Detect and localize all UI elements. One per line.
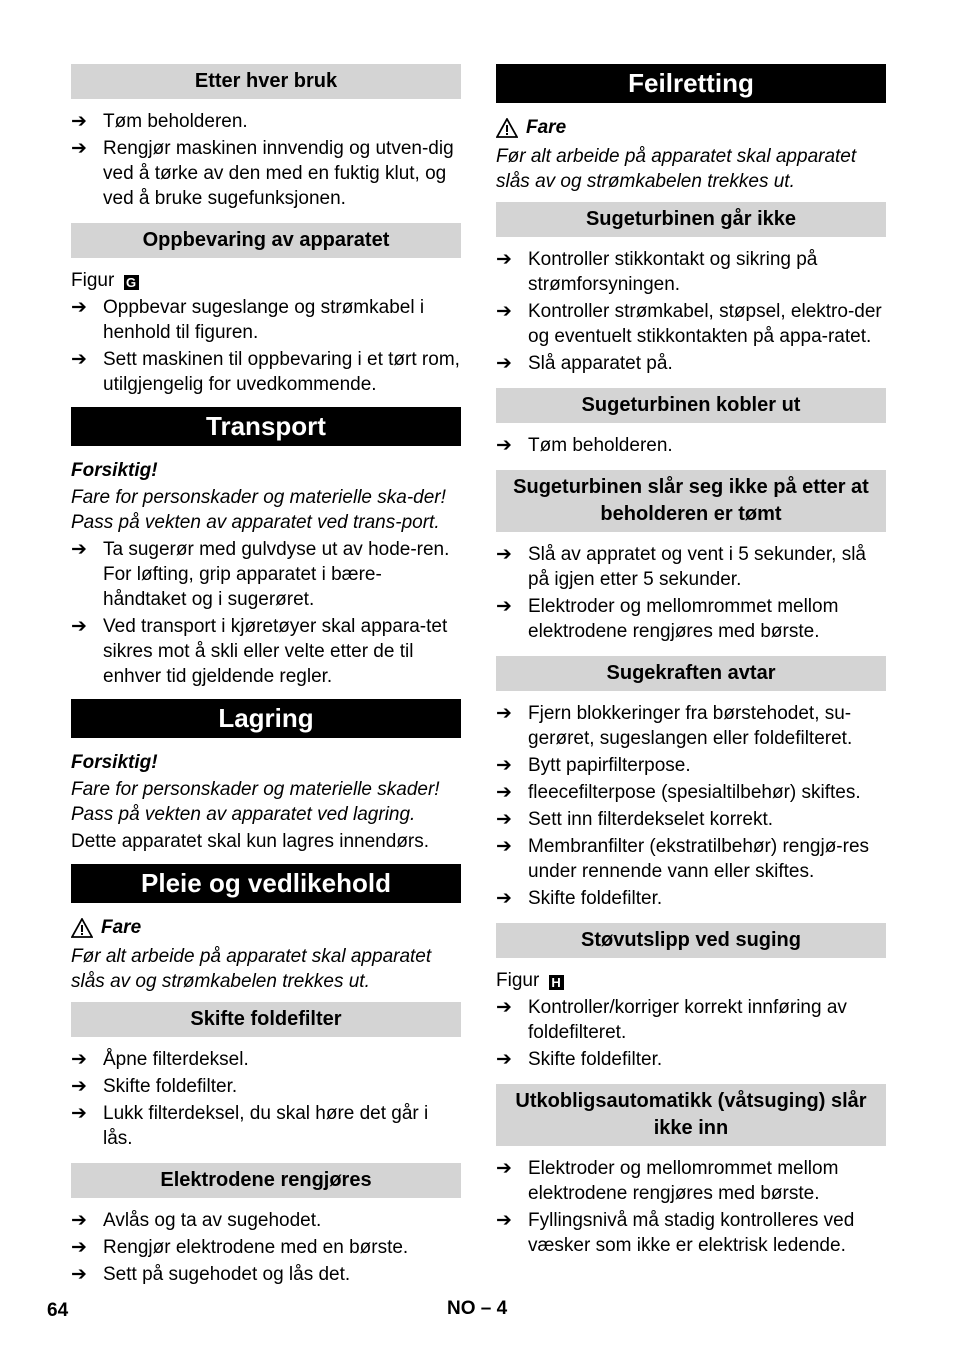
heading-sugekraften: Sugekraften avtar <box>496 656 886 691</box>
list-item-text: Kontroller stikkontakt og sikring på strømforsyningen. <box>528 249 818 295</box>
list-item-text: Rengjør elektrodene med en børste. <box>103 1237 409 1258</box>
heading-utkoblig: Utkobligsautomatikk (våtsuging) slår ikke inn <box>496 1084 886 1146</box>
list-etter <box>71 109 461 211</box>
list-item <box>71 1074 461 1099</box>
list-item-text: Åpne filterdeksel. <box>103 1049 249 1070</box>
arrow-right-icon: ➔ <box>496 249 512 270</box>
arrow-right-icon: ➔ <box>71 349 87 370</box>
arrow-right-icon: ➔ <box>496 1210 512 1231</box>
list-item <box>496 299 886 349</box>
list-item <box>496 433 886 458</box>
arrow-right-icon: ➔ <box>71 138 87 159</box>
list-item <box>496 807 886 832</box>
arrow-right-icon: ➔ <box>71 297 87 318</box>
arrow-right-icon: ➔ <box>71 1237 87 1258</box>
arrow-right-icon: ➔ <box>496 1158 512 1179</box>
list-item-text: Sett inn filterdekselet korrekt. <box>528 809 773 830</box>
list-item <box>496 594 886 644</box>
list-transport <box>71 537 461 689</box>
list-item <box>496 1208 886 1258</box>
list-item <box>496 1047 886 1072</box>
caution-label: Forsiktig! <box>71 752 158 773</box>
list-item <box>71 1047 461 1072</box>
list-item-text: Fyllingsnivå må stadig kontrolleres ved væsker som ikke er elektrisk ledende. <box>528 1210 855 1256</box>
list-item <box>71 1262 461 1287</box>
list-item-text: Avlås og ta av sugehodet. <box>103 1210 322 1231</box>
list-item-text: Bytt papirfilterpose. <box>528 755 691 776</box>
list-sugekraften <box>496 701 886 911</box>
page-label: NO – 4 <box>447 1298 508 1319</box>
list-item-text: Ved transport i kjøretøyer skal appara-tet sikres mot å skli eller velte etter de til enhver tid gjeldende regler. <box>103 616 448 687</box>
list-utkoblig <box>496 1156 886 1258</box>
warning-text: Før alt arbeide på apparatet skal apparatet slås av og strømkabelen trekkes ut. <box>496 146 857 192</box>
heading-skifte-foldefilter: Skifte foldefilter <box>71 1002 461 1037</box>
list-item-text: Tøm beholderen. <box>103 111 248 132</box>
list-skifte <box>71 1047 461 1151</box>
heading-slaar-seg: Sugeturbinen slår seg ikke på etter at beholderen er tømt <box>496 470 886 532</box>
arrow-right-icon: ➔ <box>496 809 512 830</box>
list-item-text: Sett på sugehodet og lås det. <box>103 1264 351 1285</box>
warning-text: Før alt arbeide på apparatet skal apparatet slås av og strømkabelen trekkes ut. <box>71 946 432 992</box>
list-item <box>71 614 461 689</box>
list-item <box>71 136 461 211</box>
arrow-right-icon: ➔ <box>496 435 512 456</box>
list-item-text: Elektroder og mellomrommet mellom elektrodene rengjøres med børste. <box>528 596 839 642</box>
list-item <box>71 1208 461 1233</box>
list-item <box>496 995 886 1045</box>
list-oppbevaring <box>71 295 461 397</box>
list-kobler-ut <box>496 433 886 458</box>
list-item <box>496 701 886 751</box>
list-item-text: Skifte foldefilter. <box>103 1076 238 1097</box>
list-item <box>71 347 461 397</box>
left-column <box>71 64 461 1289</box>
arrow-right-icon: ➔ <box>496 997 512 1018</box>
right-column <box>496 64 886 1260</box>
heading-feilretting: Feilretting <box>496 64 886 103</box>
heading-oppbevaring: Oppbevaring av apparatet <box>71 223 461 258</box>
warning-title: Fare <box>496 115 886 140</box>
list-item <box>496 351 886 376</box>
arrow-right-icon: ➔ <box>71 1049 87 1070</box>
list-item-text: Lukk filterdeksel, du skal høre det går i lås. <box>103 1103 429 1149</box>
caution-label: Forsiktig! <box>71 460 158 481</box>
list-stovutslipp <box>496 995 886 1072</box>
arrow-right-icon: ➔ <box>496 703 512 724</box>
list-item-text: Sett maskinen til oppbevaring i et tørt rom, utilgjengelig for uvedkommende. <box>103 349 460 395</box>
list-item-text: Ta sugerør med gulvdyse ut av hode-ren. For løfting, grip apparatet i bære-håndtaket og i sugerøret. <box>103 539 450 610</box>
list-slaar-seg <box>496 542 886 644</box>
list-item-text: Oppbevar sugeslange og strømkabel i henhold til figuren. <box>103 297 425 343</box>
list-item-text: Rengjør maskinen innvendig og utven-dig ved å tørke av den med en fuktig klut, og ved å bruke sugefunksjonen. <box>103 138 454 209</box>
heading-elektrodene: Elektrodene rengjøres <box>71 1163 461 1198</box>
list-item-text: Skifte foldefilter. <box>528 888 663 909</box>
list-item-text: Slå av appratet og vent i 5 sekunder, slå på igjen etter 5 sekunder. <box>528 544 866 590</box>
figure-letter-badge: H <box>549 975 564 990</box>
list-item-text: Kontroller/korriger korrekt innføring av foldefilteret. <box>528 997 847 1043</box>
warning-triangle-icon <box>496 118 518 138</box>
list-item-text: Fjern blokkeringer fra børstehodet, su-gerøret, sugeslangen eller foldefilteret. <box>528 703 853 749</box>
warning-triangle-icon <box>71 918 93 938</box>
heading-lagring: Lagring <box>71 699 461 738</box>
arrow-right-icon: ➔ <box>71 539 87 560</box>
warning-title: Fare <box>71 915 461 940</box>
figure-letter-badge: G <box>124 275 139 290</box>
list-item-text: Slå apparatet på. <box>528 353 673 374</box>
arrow-right-icon: ➔ <box>496 301 512 322</box>
list-item-text: Kontroller strømkabel, støpsel, elektro-der og eventuelt stikkontakten på appa-ratet. <box>528 301 882 347</box>
arrow-right-icon: ➔ <box>71 1103 87 1124</box>
arrow-right-icon: ➔ <box>71 1264 87 1285</box>
list-gaar-ikke <box>496 247 886 376</box>
heading-pleie: Pleie og vedlikehold <box>71 864 461 903</box>
heading-stovutslipp: Støvutslipp ved suging <box>496 923 886 958</box>
caution-text: Fare for personskader og materielle ska-der! Pass på vekten av apparatet ved trans-port. <box>71 487 446 533</box>
heading-transport: Transport <box>71 407 461 446</box>
lagring-text: Dette apparatet skal kun lagres innendørs. <box>71 831 430 852</box>
heading-etter-hver-bruk: Etter hver bruk <box>71 64 461 99</box>
list-item-text: Skifte foldefilter. <box>528 1049 663 1070</box>
list-item <box>71 295 461 345</box>
list-item <box>71 1101 461 1151</box>
list-item <box>496 886 886 911</box>
arrow-right-icon: ➔ <box>496 353 512 374</box>
list-item <box>496 542 886 592</box>
arrow-right-icon: ➔ <box>496 836 512 857</box>
arrow-right-icon: ➔ <box>71 616 87 637</box>
list-elektrodene <box>71 1208 461 1287</box>
figure-reference-h: Figur H <box>496 968 886 993</box>
list-item <box>496 780 886 805</box>
list-item <box>496 834 886 884</box>
list-item <box>71 537 461 612</box>
list-item <box>71 109 461 134</box>
list-item <box>496 247 886 297</box>
arrow-right-icon: ➔ <box>496 596 512 617</box>
list-item <box>496 1156 886 1206</box>
arrow-right-icon: ➔ <box>496 888 512 909</box>
page-number: 64 <box>47 1300 69 1321</box>
caution-text: Fare for personskader og materielle skader! Pass på vekten av apparatet ved lagring. <box>71 779 440 825</box>
arrow-right-icon: ➔ <box>71 1076 87 1097</box>
heading-kobler-ut: Sugeturbinen kobler ut <box>496 388 886 423</box>
arrow-right-icon: ➔ <box>496 1049 512 1070</box>
list-item <box>71 1235 461 1260</box>
heading-gaar-ikke: Sugeturbinen går ikke <box>496 202 886 237</box>
arrow-right-icon: ➔ <box>71 111 87 132</box>
list-item-text: Elektroder og mellomrommet mellom elektrodene rengjøres med børste. <box>528 1158 839 1204</box>
arrow-right-icon: ➔ <box>496 755 512 776</box>
list-item <box>496 753 886 778</box>
arrow-right-icon: ➔ <box>496 782 512 803</box>
figure-reference-g: Figur G <box>71 268 461 293</box>
arrow-right-icon: ➔ <box>71 1210 87 1231</box>
list-item-text: Membranfilter (ekstratilbehør) rengjø-res under rennende vann eller skiftes. <box>528 836 870 882</box>
list-item-text: fleecefilterpose (spesialtilbehør) skiftes. <box>528 782 861 803</box>
list-item-text: Tøm beholderen. <box>528 435 673 456</box>
arrow-right-icon: ➔ <box>496 544 512 565</box>
